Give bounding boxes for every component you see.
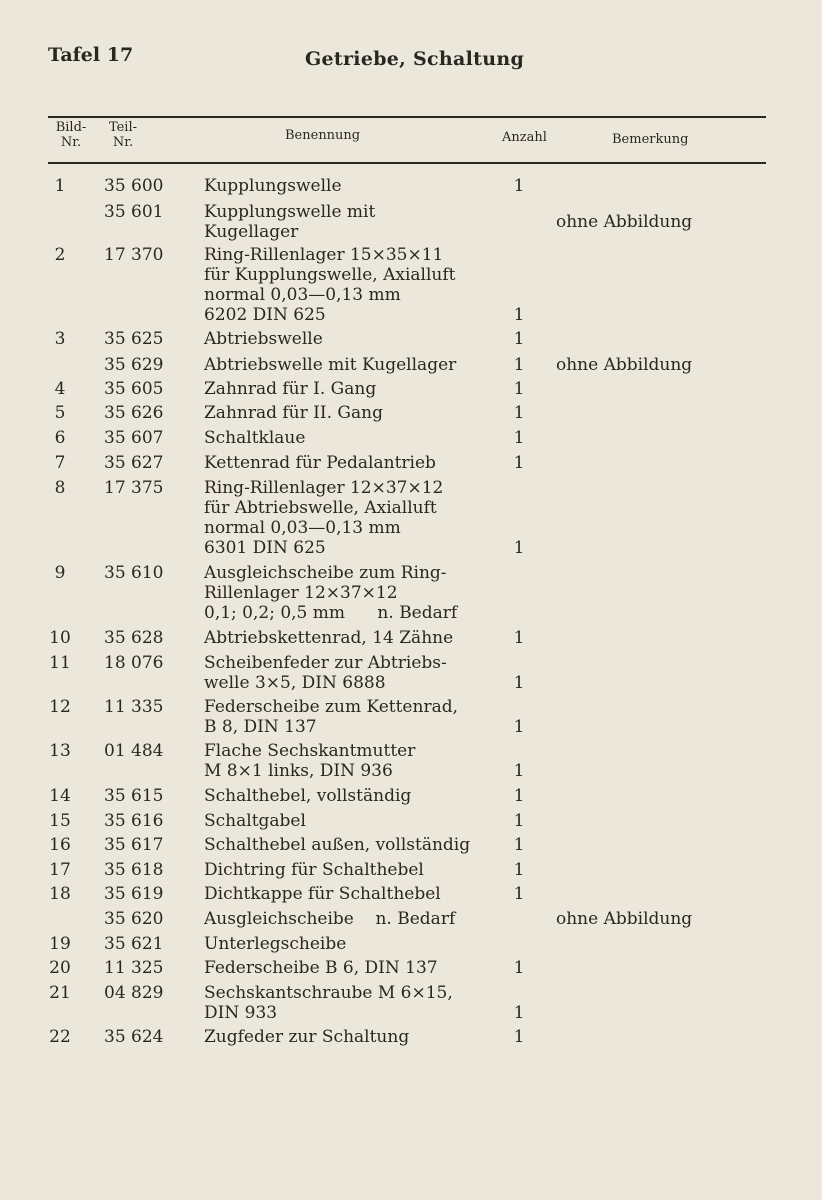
bild-nr-cell: 10: [49, 628, 71, 648]
bild-nr-cell: 4: [54, 379, 66, 399]
benennung-cell: Ring-Rillenlager 12×37×12 für Abtriebswelle, Axialluft normal 0,03—0,13 mm 6301 DIN 625: [204, 478, 444, 558]
teil-nr-cell: 35 621: [104, 934, 164, 954]
anzahl-cell: 1: [513, 884, 525, 904]
teil-nr-cell: 35 620: [104, 909, 164, 929]
anzahl-cell: 1: [513, 355, 525, 375]
anzahl-cell: 1: [513, 176, 525, 196]
anzahl-cell: 1: [513, 538, 525, 558]
bild-nr-cell: 21: [49, 983, 71, 1003]
bild-nr-cell: 7: [54, 453, 66, 473]
bild-nr-cell: 15: [49, 811, 71, 831]
benennung-cell: Kupplungswelle: [204, 176, 342, 196]
benennung-cell: Federscheibe B 6, DIN 137: [204, 958, 438, 978]
teil-nr-cell: 35 605: [104, 379, 164, 399]
anzahl-cell: 1: [513, 453, 525, 473]
teil-nr-cell: 35 628: [104, 628, 164, 648]
column-header-bild: Bild- Nr.: [55, 120, 87, 150]
bild-nr-cell: 6: [54, 428, 66, 448]
column-header-bemerkung: Bemerkung: [612, 132, 689, 147]
benennung-cell: Kettenrad für Pedalantrieb: [204, 453, 436, 473]
bild-nr-cell: 13: [49, 741, 71, 761]
benennung-cell: Schalthebel, vollständig: [204, 786, 412, 806]
bemerkung-cell: ohne Abbildung: [556, 212, 693, 232]
teil-nr-cell: 35 600: [104, 176, 164, 196]
column-header-benennung: Benennung: [285, 128, 361, 143]
teil-nr-cell: 04 829: [104, 983, 164, 1003]
bild-nr-cell: 12: [49, 697, 71, 717]
anzahl-cell: 1: [513, 717, 525, 737]
bild-nr-cell: 20: [49, 958, 71, 978]
benennung-cell: Dichtring für Schalthebel: [204, 860, 424, 880]
bild-nr-cell: 19: [49, 934, 71, 954]
anzahl-cell: 1: [513, 1027, 525, 1047]
anzahl-cell: 1: [513, 403, 525, 423]
teil-nr-cell: 35 617: [104, 835, 164, 855]
benennung-cell: Flache Sechskantmutter M 8×1 links, DIN 936: [204, 741, 416, 781]
teil-nr-cell: 35 601: [104, 202, 164, 222]
anzahl-cell: 1: [513, 811, 525, 831]
bild-nr-cell: 5: [54, 403, 66, 423]
benennung-cell: Schalthebel außen, vollständig: [204, 835, 471, 855]
anzahl-cell: 1: [513, 305, 525, 325]
anzahl-cell: 1: [513, 329, 525, 349]
benennung-cell: Abtriebswelle mit Kugellager: [204, 355, 457, 375]
anzahl-cell: 1: [513, 428, 525, 448]
benennung-cell: Ausgleichscheibe n. Bedarf: [204, 909, 456, 929]
anzahl-cell: 1: [513, 379, 525, 399]
bild-nr-cell: 2: [54, 245, 66, 265]
column-header-anzahl: Anzahl: [502, 130, 547, 145]
benennung-cell: Scheibenfeder zur Abtriebs- welle 3×5, DIN 6888: [204, 653, 447, 693]
benennung-cell: Abtriebswelle: [204, 329, 323, 349]
bild-nr-cell: 8: [54, 478, 66, 498]
benennung-cell: Dichtkappe für Schalthebel: [204, 884, 441, 904]
bild-nr-cell: 18: [49, 884, 71, 904]
bild-nr-cell: 16: [49, 835, 71, 855]
anzahl-cell: 1: [513, 673, 525, 693]
teil-nr-cell: 35 610: [104, 563, 164, 583]
teil-nr-cell: 18 076: [104, 653, 164, 673]
bild-nr-cell: 14: [49, 786, 71, 806]
teil-nr-cell: 35 625: [104, 329, 164, 349]
benennung-cell: Zahnrad für II. Gang: [204, 403, 383, 423]
anzahl-cell: 1: [513, 958, 525, 978]
bemerkung-cell: ohne Abbildung: [556, 909, 693, 929]
anzahl-cell: 1: [513, 860, 525, 880]
benennung-cell: Federscheibe zum Kettenrad, B 8, DIN 137: [204, 697, 458, 737]
anzahl-cell: 1: [513, 628, 525, 648]
bild-nr-cell: 3: [54, 329, 66, 349]
benennung-cell: Abtriebskettenrad, 14 Zähne: [204, 628, 454, 648]
teil-nr-cell: 17 375: [104, 478, 164, 498]
teil-nr-cell: 17 370: [104, 245, 164, 265]
bild-nr-cell: 22: [49, 1027, 71, 1047]
benennung-cell: Schaltgabel: [204, 811, 306, 831]
bild-nr-cell: 9: [54, 563, 66, 583]
teil-nr-cell: 35 616: [104, 811, 164, 831]
anzahl-cell: 1: [513, 761, 525, 781]
teil-nr-cell: 35 619: [104, 884, 164, 904]
teil-nr-cell: 35 607: [104, 428, 164, 448]
benennung-cell: Zahnrad für I. Gang: [204, 379, 377, 399]
teil-nr-cell: 01 484: [104, 741, 164, 761]
bemerkung-cell: ohne Abbildung: [556, 355, 693, 375]
benennung-cell: Zugfeder zur Schaltung: [204, 1027, 410, 1047]
plate-number: Tafel 17: [48, 44, 134, 66]
bild-nr-cell: 17: [49, 860, 71, 880]
benennung-cell: Schaltklaue: [204, 428, 306, 448]
benennung-cell: Sechskantschraube M 6×15, DIN 933: [204, 983, 453, 1023]
teil-nr-cell: 11 325: [104, 958, 164, 978]
teil-nr-cell: 35 627: [104, 453, 164, 473]
teil-nr-cell: 35 629: [104, 355, 164, 375]
benennung-cell: Ausgleichscheibe zum Ring- Rillenlager 12×37×12 0,1; 0,2; 0,5 mm n. Bedarf: [204, 563, 458, 623]
teil-nr-cell: 35 615: [104, 786, 164, 806]
teil-nr-cell: 11 335: [104, 697, 164, 717]
anzahl-cell: 1: [513, 835, 525, 855]
page-title: Getriebe, Schaltung: [305, 48, 525, 70]
column-header-teil: Teil- Nr.: [108, 120, 138, 150]
bild-nr-cell: 1: [54, 176, 66, 196]
benennung-cell: Kupplungswelle mit Kugellager: [204, 202, 376, 242]
anzahl-cell: 1: [513, 1003, 525, 1023]
teil-nr-cell: 35 618: [104, 860, 164, 880]
teil-nr-cell: 35 626: [104, 403, 164, 423]
benennung-cell: Ring-Rillenlager 15×35×11 für Kupplungswelle, Axialluft normal 0,03—0,13 mm 6202 DIN 625: [204, 245, 456, 325]
bild-nr-cell: 11: [49, 653, 71, 673]
teil-nr-cell: 35 624: [104, 1027, 164, 1047]
anzahl-cell: 1: [513, 786, 525, 806]
benennung-cell: Unterlegscheibe: [204, 934, 347, 954]
